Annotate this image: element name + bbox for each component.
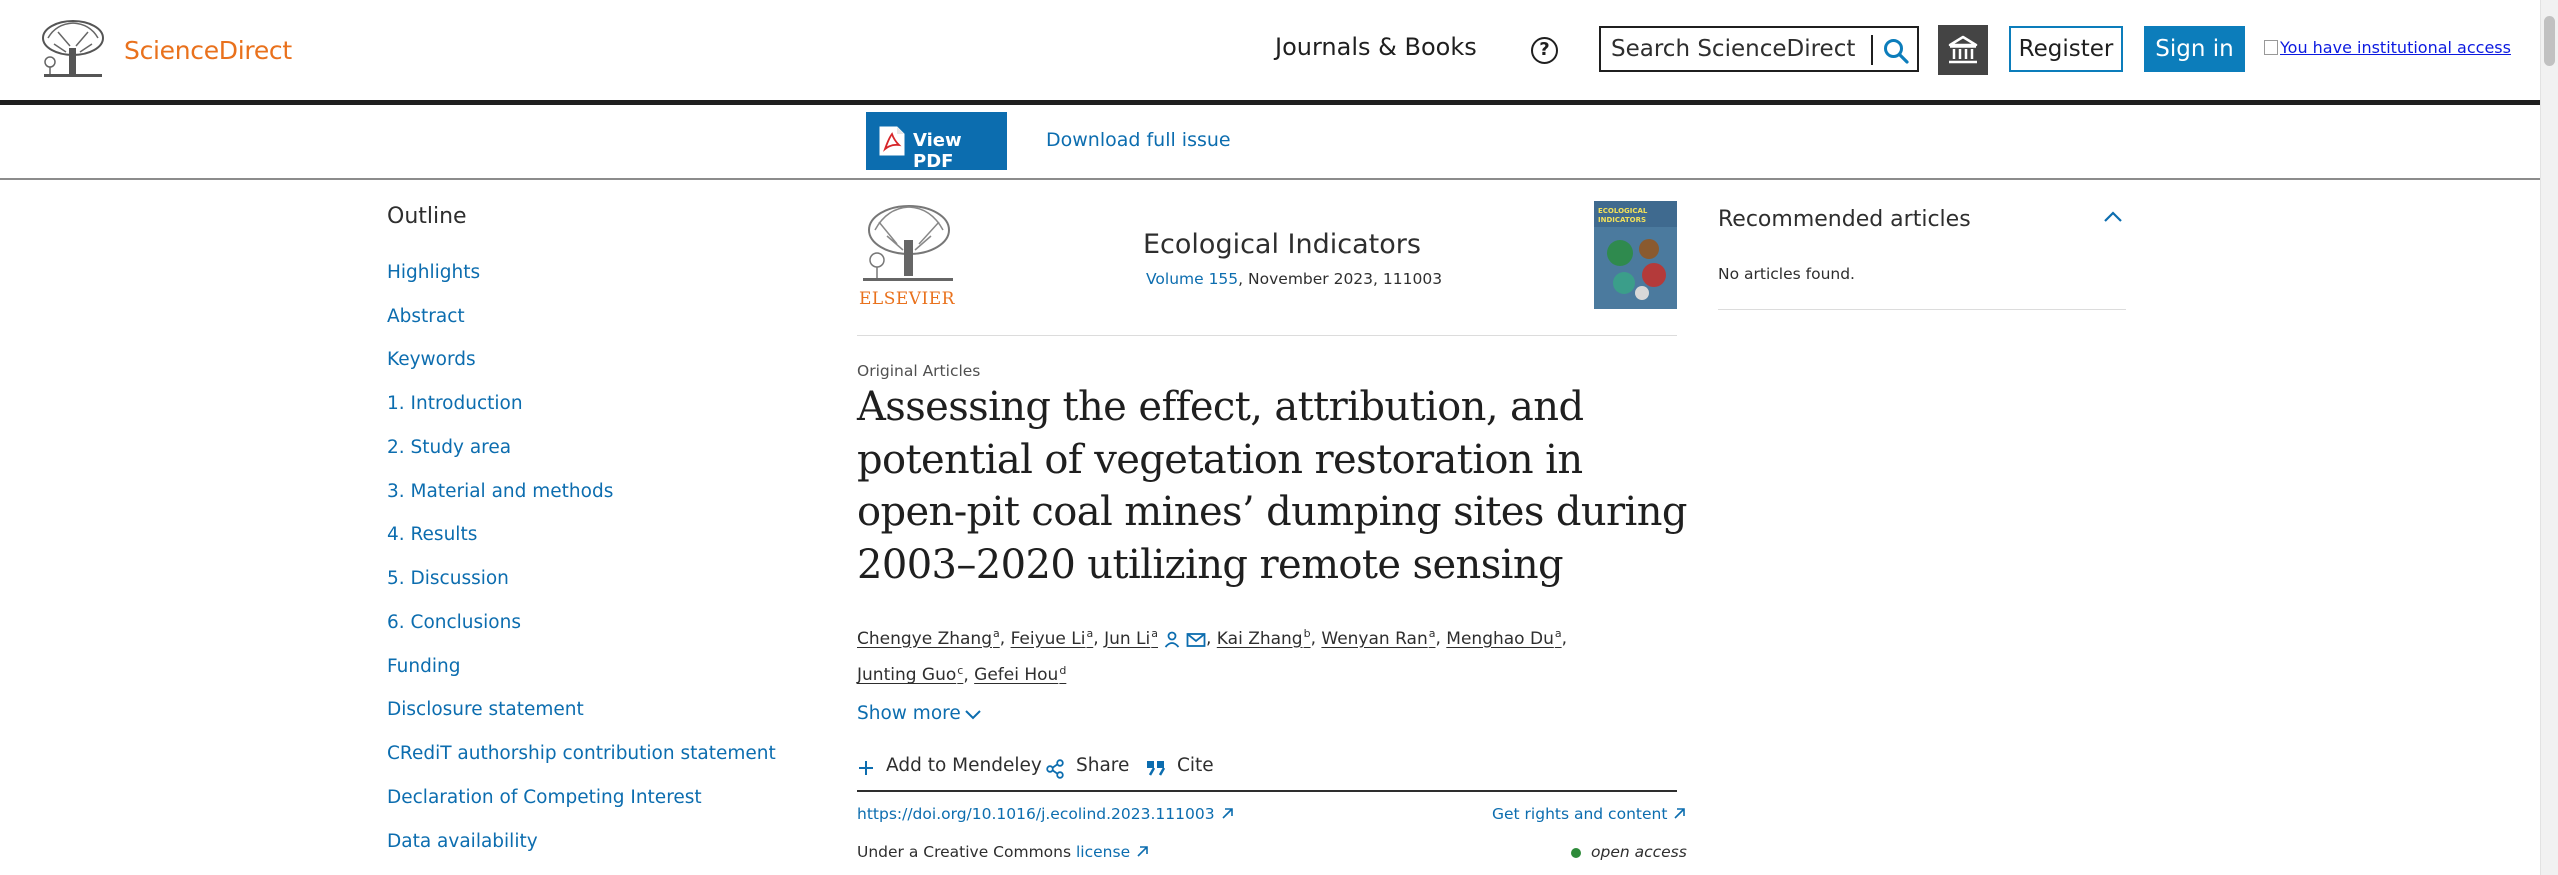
help-icon[interactable]: ? bbox=[1531, 37, 1558, 64]
outline-item-keywords[interactable]: Keywords bbox=[387, 349, 476, 370]
outline-item-discussion[interactable]: 5. Discussion bbox=[387, 568, 509, 589]
page-scrollbar[interactable] bbox=[2540, 0, 2558, 875]
email-icon[interactable] bbox=[1186, 632, 1206, 648]
author-link[interactable]: Jun Li$^a$ bbox=[1104, 627, 1158, 649]
license-prefix: Under a Creative Commons bbox=[857, 843, 1076, 861]
actions-divider bbox=[857, 790, 1677, 792]
register-button[interactable]: Register bbox=[2009, 26, 2123, 72]
outline-item-conclusions[interactable]: 6. Conclusions bbox=[387, 612, 521, 633]
outline-item-highlights[interactable]: Highlights bbox=[387, 262, 481, 283]
header-divider bbox=[857, 335, 1677, 336]
search-icon[interactable] bbox=[1881, 36, 1911, 66]
elsevier-logo[interactable] bbox=[857, 200, 957, 308]
chevron-down-icon[interactable] bbox=[963, 707, 983, 723]
author-link[interactable]: Gefei Hou$^d$ bbox=[974, 663, 1067, 686]
share-button[interactable]: Share bbox=[1076, 755, 1130, 776]
article-toolbar bbox=[0, 105, 2540, 180]
journal-title-link[interactable]: Ecological Indicators bbox=[1143, 229, 1421, 260]
volume-details: , November 2023, 111003 bbox=[1238, 270, 1443, 288]
article-type: Original Articles bbox=[857, 362, 981, 380]
author-list: Chengye Zhang$^a$, Feiyue Li$^a$, Jun Li$^a$ , Kai Zhang$^b$, Wenyan Ran$^a$, Menghao Du$^a$, Junting Guo$^c$, Gefei Hou$^d$ bbox=[857, 627, 1568, 686]
pdf-icon bbox=[879, 126, 905, 156]
recommended-articles-title[interactable]: Recommended articles bbox=[1718, 207, 1971, 232]
external-link-icon bbox=[1136, 845, 1149, 858]
journals-books-link[interactable]: Journals & Books bbox=[1275, 33, 1477, 61]
doi-link[interactable]: https://doi.org/10.1016/j.ecolind.2023.111003 bbox=[857, 805, 1234, 823]
outline-item-funding[interactable]: Funding bbox=[387, 656, 461, 677]
add-to-mendeley-button[interactable]: Add to Mendeley bbox=[886, 755, 1042, 776]
share-icon[interactable] bbox=[1045, 759, 1065, 779]
journal-cover-image[interactable] bbox=[1594, 201, 1677, 309]
author-link[interactable]: Junting Guo$^c$ bbox=[857, 663, 964, 686]
institution-icon bbox=[1938, 25, 1988, 75]
download-full-issue-link[interactable]: Download full issue bbox=[1046, 129, 1231, 151]
outline-item-introduction[interactable]: 1. Introduction bbox=[387, 393, 523, 414]
site-header bbox=[0, 0, 2540, 105]
search-input[interactable] bbox=[1611, 34, 1861, 64]
outline-item-study-area[interactable]: 2. Study area bbox=[387, 437, 512, 458]
cover-artwork bbox=[1594, 201, 1677, 309]
view-pdf-label: View PDF bbox=[913, 130, 962, 172]
quote-icon[interactable] bbox=[1146, 759, 1166, 777]
open-access-indicator bbox=[1571, 848, 1581, 858]
no-articles-message: No articles found. bbox=[1718, 265, 1855, 283]
outline-item-disclosure[interactable]: Disclosure statement bbox=[387, 699, 584, 720]
outline-item-data-availability[interactable]: Data availability bbox=[387, 831, 538, 852]
person-icon[interactable] bbox=[1163, 630, 1181, 648]
outline-item-credit[interactable]: CRediT authorship contribution statement bbox=[387, 743, 776, 764]
elsevier-wordmark: ELSEVIER bbox=[859, 289, 955, 309]
chevron-up-icon[interactable] bbox=[2102, 209, 2124, 225]
license-line bbox=[857, 843, 1149, 861]
rights-content-link[interactable]: Get rights and content bbox=[1492, 805, 1686, 823]
outline-item-results[interactable]: 4. Results bbox=[387, 524, 478, 545]
open-access-label: open access bbox=[1591, 843, 1687, 861]
outline-item-competing-interest[interactable]: Declaration of Competing Interest bbox=[387, 787, 702, 808]
sign-in-button[interactable]: Sign in bbox=[2144, 26, 2245, 72]
elsevier-tree-icon bbox=[857, 200, 957, 288]
view-pdf-button[interactable] bbox=[866, 112, 1007, 170]
outline-item-abstract[interactable]: Abstract bbox=[387, 306, 465, 327]
outline-title: Outline bbox=[387, 204, 467, 229]
broken-image-icon bbox=[2264, 40, 2278, 55]
external-link-icon bbox=[1221, 807, 1234, 820]
author-link[interactable]: Menghao Du$^a$ bbox=[1446, 627, 1562, 649]
institutional-access-link[interactable] bbox=[2264, 38, 2511, 57]
institution-button[interactable] bbox=[1938, 25, 1988, 75]
author-link[interactable]: Chengye Zhang$^a$ bbox=[857, 627, 1000, 649]
show-more-button[interactable]: Show more bbox=[857, 703, 961, 724]
recommended-divider bbox=[1718, 309, 2126, 310]
cover-title: ECOLOGICAL INDICATORS bbox=[1598, 207, 1648, 224]
volume-link[interactable]: Volume 155 bbox=[1146, 270, 1239, 288]
sciencedirect-logo-text[interactable]: ScienceDirect bbox=[124, 36, 292, 65]
search-box bbox=[1599, 26, 1919, 72]
plus-icon[interactable] bbox=[858, 760, 874, 776]
outline-item-material-methods[interactable]: 3. Material and methods bbox=[387, 481, 614, 502]
search-divider bbox=[1871, 35, 1873, 65]
scrollbar-thumb[interactable] bbox=[2544, 16, 2555, 66]
cite-button[interactable]: Cite bbox=[1177, 755, 1214, 776]
article-title: Assessing the effect, attribution, and potential of vegetation restoration in open-pit coal mines’ dumping sites during 2003–2020 utilizing remote sensing bbox=[857, 384, 1687, 588]
author-link[interactable]: Kai Zhang$^b$ bbox=[1216, 627, 1311, 649]
author-link[interactable]: Wenyan Ran$^a$ bbox=[1321, 627, 1436, 649]
volume-line bbox=[1146, 270, 1442, 288]
license-link[interactable]: license bbox=[1076, 843, 1149, 861]
external-link-icon bbox=[1673, 807, 1686, 820]
elsevier-tree-logo-icon[interactable] bbox=[36, 18, 110, 82]
author-link[interactable]: Feiyue Li$^a$ bbox=[1010, 627, 1094, 649]
institutional-access-text: You have institutional access bbox=[2280, 38, 2511, 57]
